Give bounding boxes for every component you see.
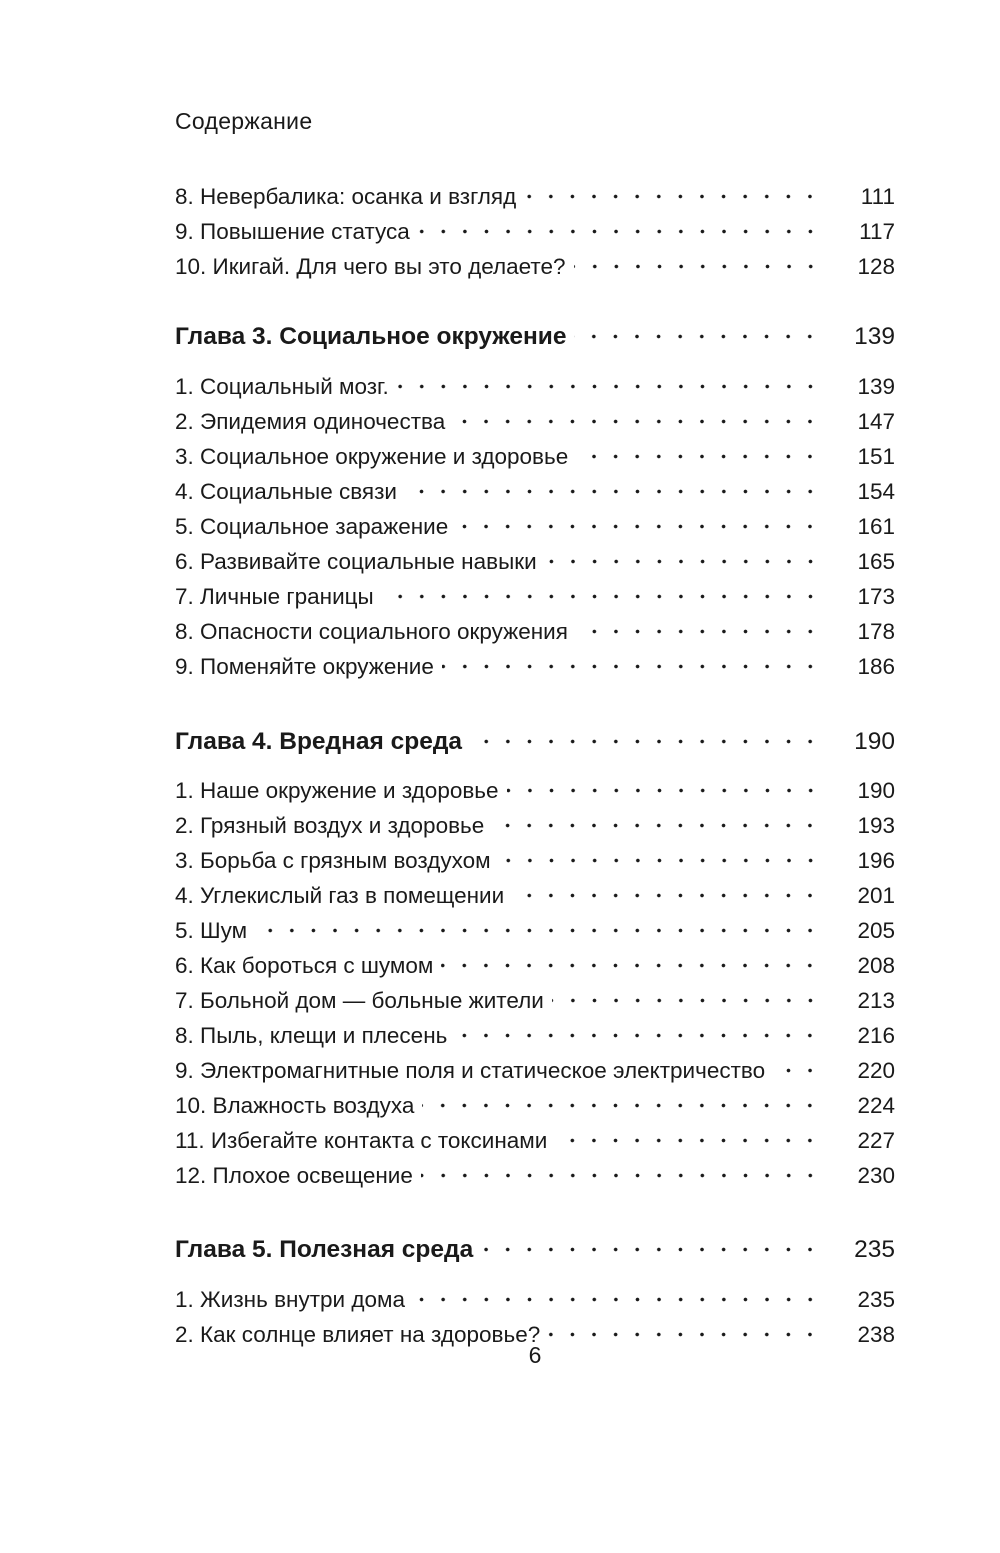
- dot-leader: [441, 948, 821, 983]
- toc-entry-title: 1. Жизнь внутри дома: [175, 1286, 405, 1312]
- toc-entry[interactable]: [175, 808, 895, 843]
- toc-entry-page: 216: [857, 1022, 895, 1048]
- toc-entry-title: 9. Электромагнитные поля и статическое электричество: [175, 1057, 766, 1083]
- toc-entry-page: 139: [857, 373, 895, 399]
- toc-entry-page: 201: [857, 882, 895, 908]
- toc-entry[interactable]: [175, 214, 895, 249]
- dot-leader: [255, 913, 821, 948]
- dot-leader: [552, 983, 821, 1018]
- toc-entry-page: 196: [857, 847, 895, 873]
- toc-entry-title: 4. Углекислый газ в помещении: [175, 882, 505, 908]
- toc-entry[interactable]: [175, 509, 895, 544]
- toc-entry-page: 208: [857, 952, 895, 978]
- toc-entry-title: 9. Поменяйте окружение: [175, 653, 434, 679]
- dot-leader: [456, 509, 821, 544]
- toc-entry[interactable]: [175, 1123, 895, 1158]
- toc-entry-title: 2. Грязный воздух и здоровье: [175, 812, 485, 838]
- toc-chapter-heading[interactable]: [175, 319, 895, 354]
- toc-entry[interactable]: [175, 579, 895, 614]
- dot-leader: [524, 179, 821, 214]
- toc-entry-title: 6. Как бороться с шумом: [175, 952, 434, 978]
- toc-entry[interactable]: [175, 544, 895, 579]
- toc-chapter-title: Глава 3. Социальное окружение: [175, 322, 567, 350]
- toc-entry-title: 8. Пыль, клещи и плесень: [175, 1022, 448, 1048]
- dot-leader: [455, 1018, 821, 1053]
- toc-entry-title: 6. Развивайте социальные навыки: [175, 548, 537, 574]
- toc-entry-page: 193: [857, 812, 895, 838]
- toc-entry-title: 1. Наше окружение и здоровье: [175, 777, 499, 803]
- toc-entry[interactable]: [175, 878, 895, 913]
- dot-leader: [512, 878, 821, 913]
- toc-entry-page: 178: [857, 618, 895, 644]
- toc-chapter-heading[interactable]: [175, 1232, 895, 1267]
- toc-entry[interactable]: [175, 614, 895, 649]
- toc-entry-page: 128: [857, 253, 895, 279]
- toc-entry-page: 238: [857, 1321, 895, 1347]
- toc-entry[interactable]: [175, 913, 895, 948]
- toc-entry-page: 173: [857, 583, 895, 609]
- dot-leader: [492, 808, 821, 843]
- dot-leader: [418, 214, 821, 249]
- toc-entry-title: 8. Опасности социального окружения: [175, 618, 568, 644]
- toc-entry[interactable]: [175, 249, 895, 284]
- toc-entry-title: 2. Эпидемия одиночества: [175, 408, 446, 434]
- dot-leader: [574, 249, 822, 284]
- toc-entry[interactable]: [175, 1053, 895, 1088]
- dot-leader: [481, 1232, 821, 1267]
- toc-entry-page: 220: [857, 1057, 895, 1083]
- toc-entry-title: 11. Избегайте контакта с токсинами: [175, 1127, 548, 1153]
- toc-entry-title: 5. Социальное заражение: [175, 513, 449, 539]
- toc-entry-page: 165: [857, 548, 895, 574]
- toc-entry[interactable]: [175, 1018, 895, 1053]
- dot-leader: [397, 369, 821, 404]
- toc-entry[interactable]: [175, 179, 895, 214]
- toc-entry-page: 186: [857, 653, 895, 679]
- toc-entry[interactable]: [175, 773, 895, 808]
- toc-entry-title: 9. Повышение статуса: [175, 218, 410, 244]
- toc-entry-page: 161: [857, 513, 895, 539]
- dot-leader: [576, 439, 821, 474]
- dot-leader: [507, 773, 821, 808]
- toc-entry-title: 3. Социальное окружение и здоровье: [175, 443, 569, 469]
- toc-entry-page: 224: [857, 1092, 895, 1118]
- toc-entry-page: 154: [857, 478, 895, 504]
- toc-entry-page: 151: [857, 443, 895, 469]
- dot-leader: [382, 579, 821, 614]
- toc-entry[interactable]: [175, 474, 895, 509]
- toc-entry-page: 147: [857, 408, 895, 434]
- toc-entry-title: 2. Как солнце влияет на здоровье?: [175, 1321, 541, 1347]
- dot-leader: [576, 614, 821, 649]
- toc-chapter-title: Глава 4. Вредная среда: [175, 727, 463, 755]
- toc-entry-title: 12. Плохое освещение: [175, 1162, 413, 1188]
- toc-chapter-title: Глава 5. Полезная среда: [175, 1235, 474, 1263]
- toc-entry[interactable]: [175, 1282, 895, 1317]
- toc-entry-title: 7. Личные границы: [175, 583, 374, 609]
- toc-chapter-page: 235: [854, 1235, 895, 1263]
- toc-entry-title: 7. Больной дом — больные жители: [175, 987, 544, 1013]
- dot-leader: [555, 1123, 821, 1158]
- toc-entry-title: 10. Икигай. Для чего вы это делаете?: [175, 253, 566, 279]
- toc-entry-page: 205: [857, 917, 895, 943]
- toc-entry[interactable]: [175, 404, 895, 439]
- dot-leader: [453, 404, 821, 439]
- dot-leader: [470, 724, 821, 759]
- dot-leader: [442, 649, 821, 684]
- running-header: Содержание: [175, 108, 313, 134]
- dot-leader: [499, 843, 821, 878]
- toc-entry-page: 230: [857, 1162, 895, 1188]
- toc-entry[interactable]: [175, 1158, 895, 1193]
- toc-entry-page: 111: [860, 183, 895, 209]
- toc-chapter-page: 139: [854, 322, 895, 350]
- toc-entry-title: 8. Невербалика: осанка и взгляд: [175, 183, 517, 209]
- toc-entry-page: 117: [859, 218, 895, 244]
- toc-entry-title: 4. Социальные связи: [175, 478, 397, 504]
- page-number: 6: [528, 1342, 542, 1368]
- toc-entry[interactable]: [175, 369, 895, 404]
- toc-entry-page: 190: [857, 777, 895, 803]
- toc-entry[interactable]: [175, 1088, 895, 1123]
- dot-leader: [405, 474, 821, 509]
- toc-entry-title: 1. Социальный мозг.: [175, 373, 389, 399]
- toc-entry-page: 213: [857, 987, 895, 1013]
- dot-leader: [545, 544, 821, 579]
- toc-entry-page: 227: [857, 1127, 895, 1153]
- toc-entry-title: 10. Влажность воздуха: [175, 1092, 415, 1118]
- toc-chapter-page: 190: [854, 727, 895, 755]
- toc-entry-title: 5. Шум: [175, 917, 248, 943]
- toc-entry[interactable]: [175, 983, 895, 1018]
- dot-leader: [422, 1088, 821, 1123]
- toc-entry[interactable]: [175, 649, 895, 684]
- dot-leader: [413, 1282, 821, 1317]
- toc-entry[interactable]: [175, 439, 895, 474]
- toc-entry[interactable]: [175, 843, 895, 878]
- dot-leader: [574, 319, 821, 354]
- toc-entry-page: 235: [857, 1286, 895, 1312]
- toc-entry[interactable]: [175, 948, 895, 983]
- toc-entry-title: 3. Борьба с грязным воздухом: [175, 847, 491, 873]
- toc-chapter-heading[interactable]: [175, 724, 895, 759]
- dot-leader: [773, 1053, 821, 1088]
- dot-leader: [421, 1158, 821, 1193]
